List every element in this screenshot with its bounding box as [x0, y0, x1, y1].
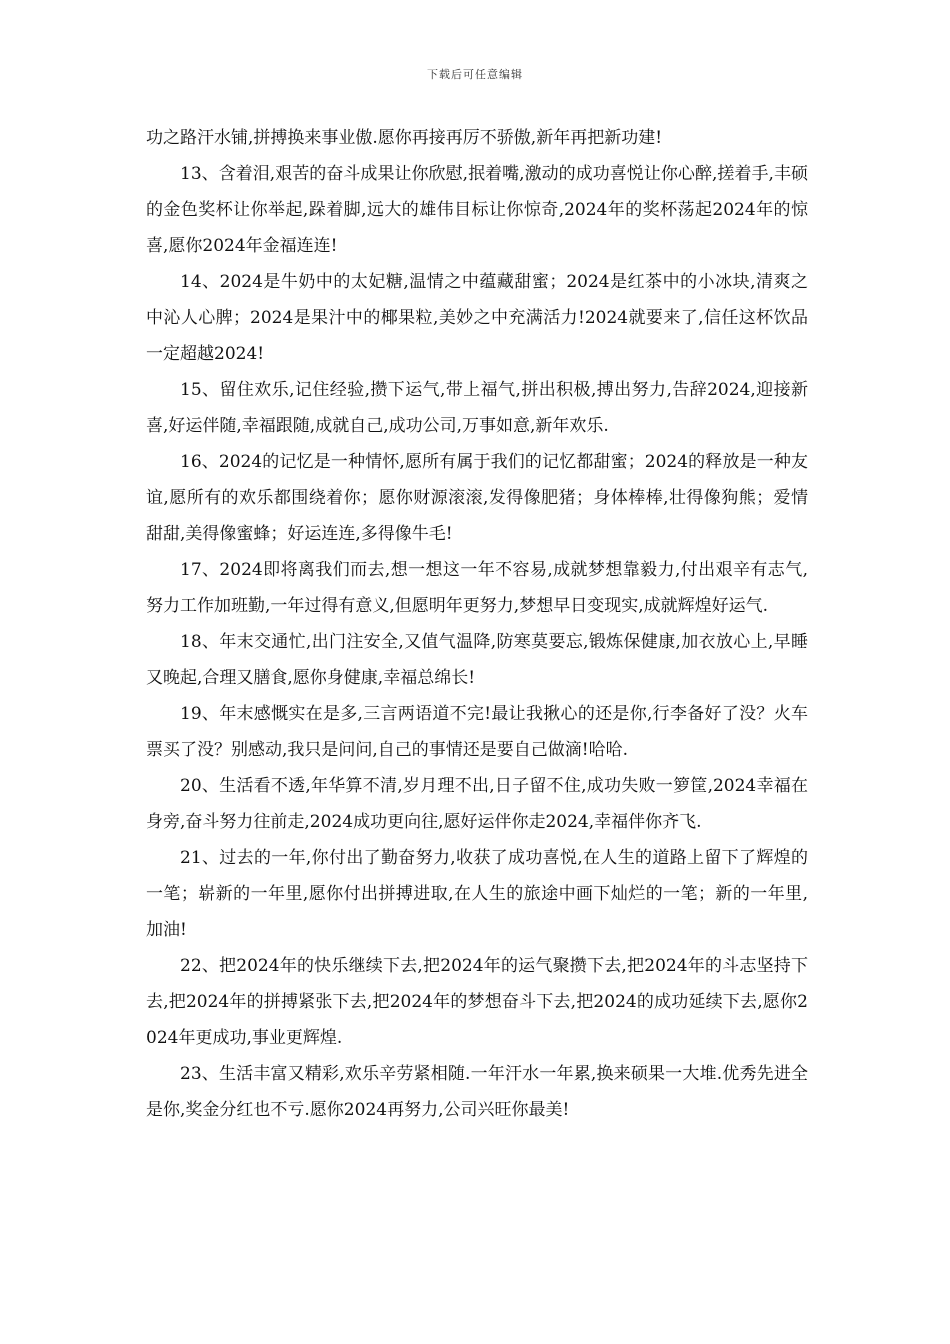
paragraph-continuation: 功之路汗水铺,拼搏换来事业傲.愿你再接再厉不骄傲,新年再把新功建! — [146, 128, 663, 148]
document-body — [146, 120, 808, 1128]
paragraph-22: 22、把2024年的快乐继续下去,把2024年的运气聚攒下去,把2024年的斗志坚持下去,把2024年的拼搏紧张下去,把2024年的梦想奋斗下去,把2024的成功延续下去,愿你2024年更成功,事业更辉煌. — [146, 956, 808, 1048]
paragraph-23: 23、生活丰富又精彩,欢乐辛劳紧相随.一年汗水一年累,换来硕果一大堆.优秀先进全是你,奖金分红也不亏.愿你2024再努力,公司兴旺你最美! — [146, 1064, 808, 1120]
paragraph-13: 13、含着泪,艰苦的奋斗成果让你欣慰,抿着嘴,激动的成功喜悦让你心醉,搓着手,丰硕的金色奖杯让你举起,跺着脚,远大的雄伟目标让你惊奇,2024年的奖杯荡起2024年的惊喜,愿你2024年金福连连! — [146, 164, 808, 256]
paragraph-18: 18、年末交通忙,出门注安全,又值气温降,防寒莫要忘,锻炼保健康,加衣放心上,早睡又晚起,合理又膳食,愿你身健康,幸福总绵长! — [146, 632, 808, 688]
paragraph-15: 15、留住欢乐,记住经验,攒下运气,带上福气,拼出积极,搏出努力,告辞2024,迎接新喜,好运伴随,幸福跟随,成就自己,成功公司,万事如意,新年欢乐. — [146, 380, 808, 436]
paragraph-19: 19、年末感慨实在是多,三言两语道不完!最让我揪心的还是你,行李备好了没？火车票买了没？别感动,我只是问问,自己的事情还是要自己做滴!哈哈. — [146, 704, 808, 760]
paragraph-21: 21、过去的一年,你付出了勤奋努力,收获了成功喜悦,在人生的道路上留下了辉煌的一笔；崭新的一年里,愿你付出拼搏进取,在人生的旅途中画下灿烂的一笔；新的一年里,加油! — [146, 848, 808, 940]
paragraph-16: 16、2024的记忆是一种情怀,愿所有属于我们的记忆都甜蜜；2024的释放是一种友谊,愿所有的欢乐都围绕着你；愿你财源滚滚,发得像肥猪；身体棒棒,壮得像狗熊；爱情甜甜,美得像蜜蜂；好运连连,多得像牛毛! — [146, 452, 808, 544]
page-header: 下载后可任意编辑 — [427, 68, 523, 81]
paragraph-17: 17、2024即将离我们而去,想一想这一年不容易,成就梦想靠毅力,付出艰辛有志气,努力工作加班勤,一年过得有意义,但愿明年更努力,梦想早日变现实,成就辉煌好运气. — [146, 560, 808, 616]
paragraph-20: 20、生活看不透,年华算不清,岁月理不出,日子留不住,成功失败一箩筐,2024幸福在身旁,奋斗努力往前走,2024成功更向往,愿好运伴你走2024,幸福伴你齐飞. — [146, 776, 808, 832]
paragraph-14: 14、2024是牛奶中的太妃糖,温情之中蕴藏甜蜜；2024是红茶中的小冰块,清爽之中沁人心脾；2024是果汁中的椰果粒,美妙之中充满活力!2024就要来了,信任这杯饮品一定超越2024! — [146, 272, 808, 364]
